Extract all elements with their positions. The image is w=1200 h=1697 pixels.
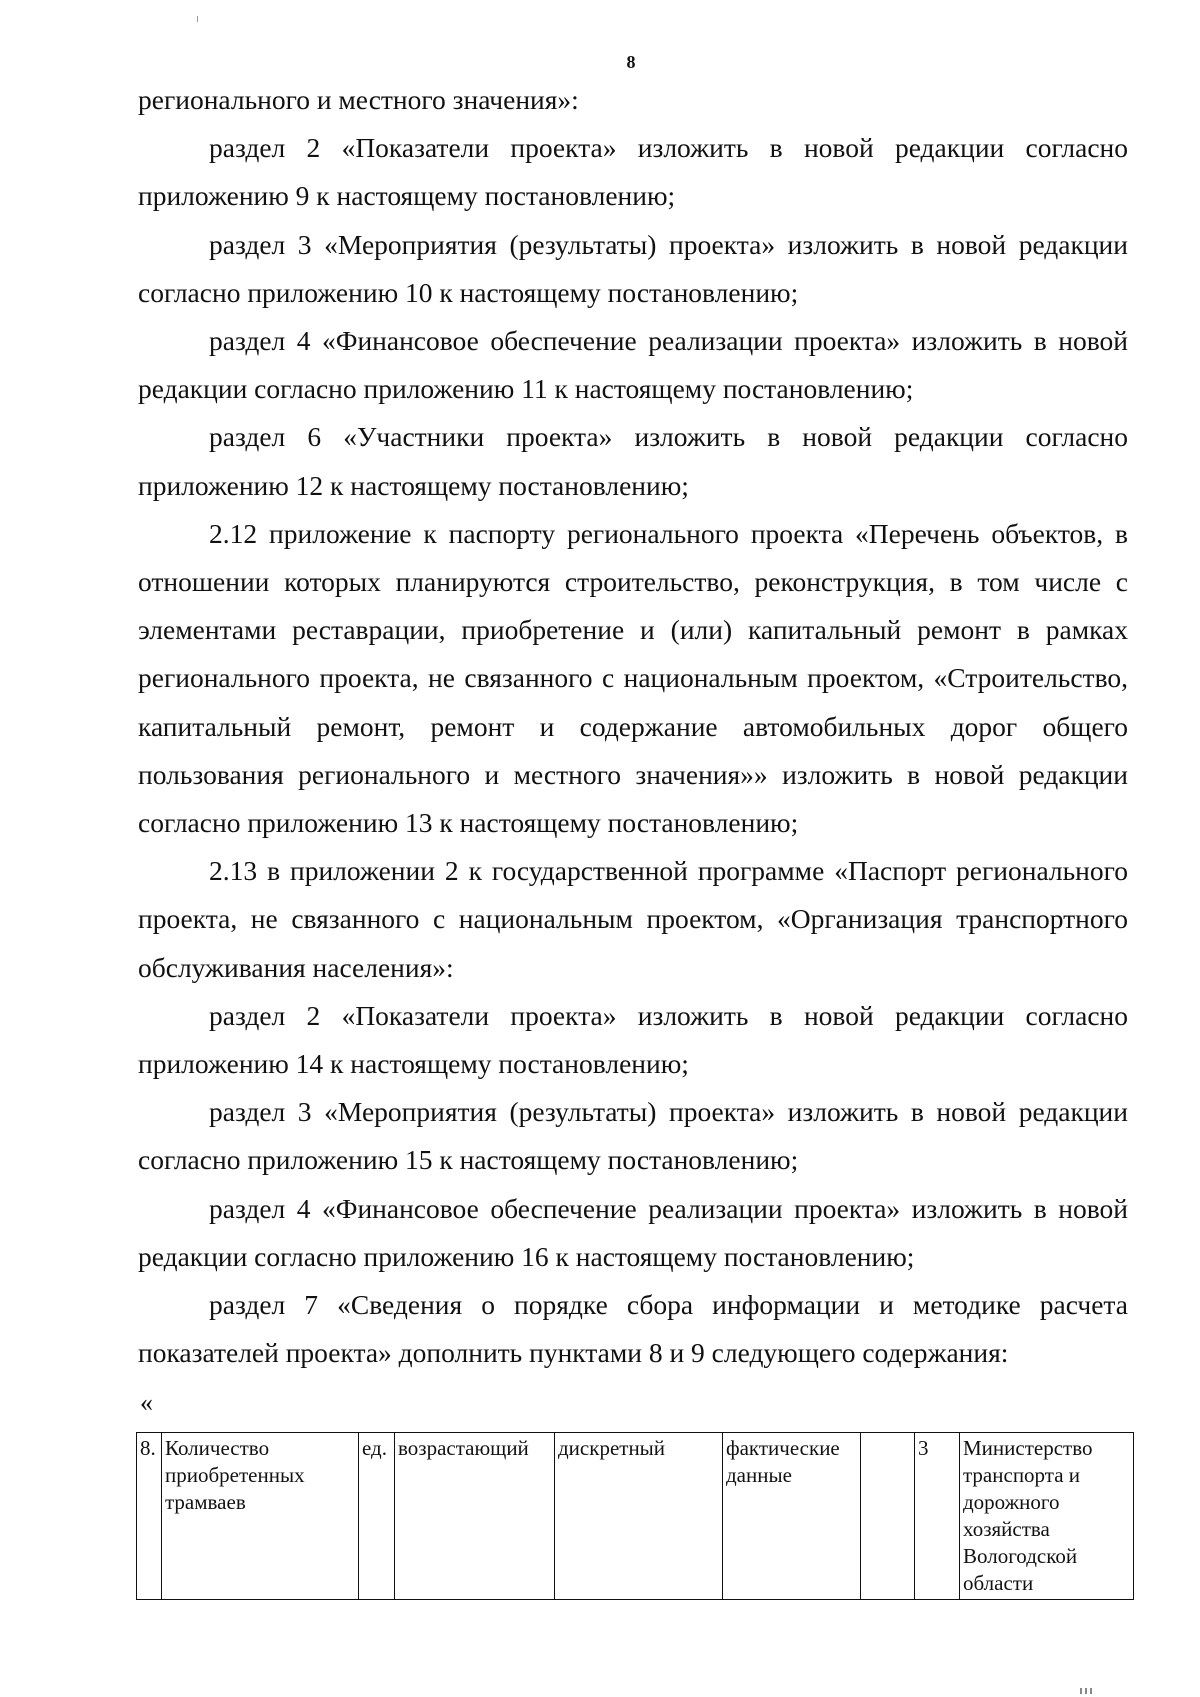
opening-quote-mark: « bbox=[140, 1388, 153, 1417]
cell-empty bbox=[861, 1433, 915, 1600]
paragraph-continuation: регионального и местного значения»: bbox=[138, 84, 579, 115]
paragraph-item-2-12: 2.12 приложение к паспорту регионального проекта «Перечень объектов, в отношении которых планируются строительство, реконструкция, в том числе с элементами реставрации, приобретение и (или) капитальный ремонт в рамках регионального проекта, не связанного с национальным проектом, «Строительство, капитальный ремонт, ремонт и содержание автомобильных дорог общего пользования регионального и местного значения»» изложить в новой редакции согласно приложению 13 к настоящему постановлению; bbox=[138, 517, 1128, 839]
cell-indicator: Количество приобретенных трамваев bbox=[162, 1433, 359, 1600]
cell-number: 8. bbox=[137, 1433, 162, 1600]
paragraph-section-3-b: раздел 3 «Мероприятия (результаты) проекта» изложить в новой редакции согласно приложению 15 к настоящему постановлению; bbox=[138, 1096, 1128, 1176]
indicator-table bbox=[136, 1432, 1134, 1600]
paragraph-section-2-b: раздел 2 «Показатели проекта» изложить в новой редакции согласно приложению 14 к настоящему постановлению; bbox=[138, 999, 1128, 1080]
paragraph-section-7: раздел 7 «Сведения о порядке сбора информации и методике расчета показателей проекта» дополнить пунктами 8 и 9 следующего содержания: bbox=[138, 1289, 1128, 1369]
paragraph-section-4-b: раздел 4 «Финансовое обеспечение реализации проекта» изложить в новой редакции согласно приложению 16 к настоящему постановлению; bbox=[138, 1192, 1128, 1272]
paragraph-section-2: раздел 2 «Показатели проекта» изложить в новой редакции согласно приложению 9 к настоящему постановлению; bbox=[138, 132, 1128, 212]
table-row bbox=[137, 1433, 1134, 1600]
page-number: 8 bbox=[626, 52, 636, 72]
cell-unit: ед. bbox=[359, 1433, 395, 1600]
cell-source: фактические данные bbox=[723, 1433, 861, 1600]
cell-type: дискретный bbox=[555, 1433, 723, 1600]
cell-value: 3 bbox=[915, 1433, 960, 1600]
paragraph-section-4: раздел 4 «Финансовое обеспечение реализации проекта» изложить в новой редакции согласно приложению 11 к настоящему постановлению; bbox=[138, 325, 1128, 405]
paragraph-item-2-13: 2.13 в приложении 2 к государственной программе «Паспорт регионального проекта, не связанного с национальным проектом, «Организация транспортного обслуживания населения»: bbox=[138, 855, 1128, 983]
cell-responsible: Министерство транспорта и дорожного хозяйства Вологодской области bbox=[960, 1433, 1134, 1600]
scan-artifact-bottom bbox=[1080, 1688, 1094, 1694]
scan-artifact-top bbox=[197, 16, 198, 22]
document-body bbox=[138, 76, 1128, 1377]
paragraph-section-6: раздел 6 «Участники проекта» изложить в новой редакции согласно приложению 12 к настоящему постановлению; bbox=[138, 421, 1128, 501]
cell-dynamics: возрастающий bbox=[395, 1433, 555, 1600]
paragraph-section-3: раздел 3 «Мероприятия (результаты) проекта» изложить в новой редакции согласно приложению 10 к настоящему постановлению; bbox=[138, 228, 1128, 308]
